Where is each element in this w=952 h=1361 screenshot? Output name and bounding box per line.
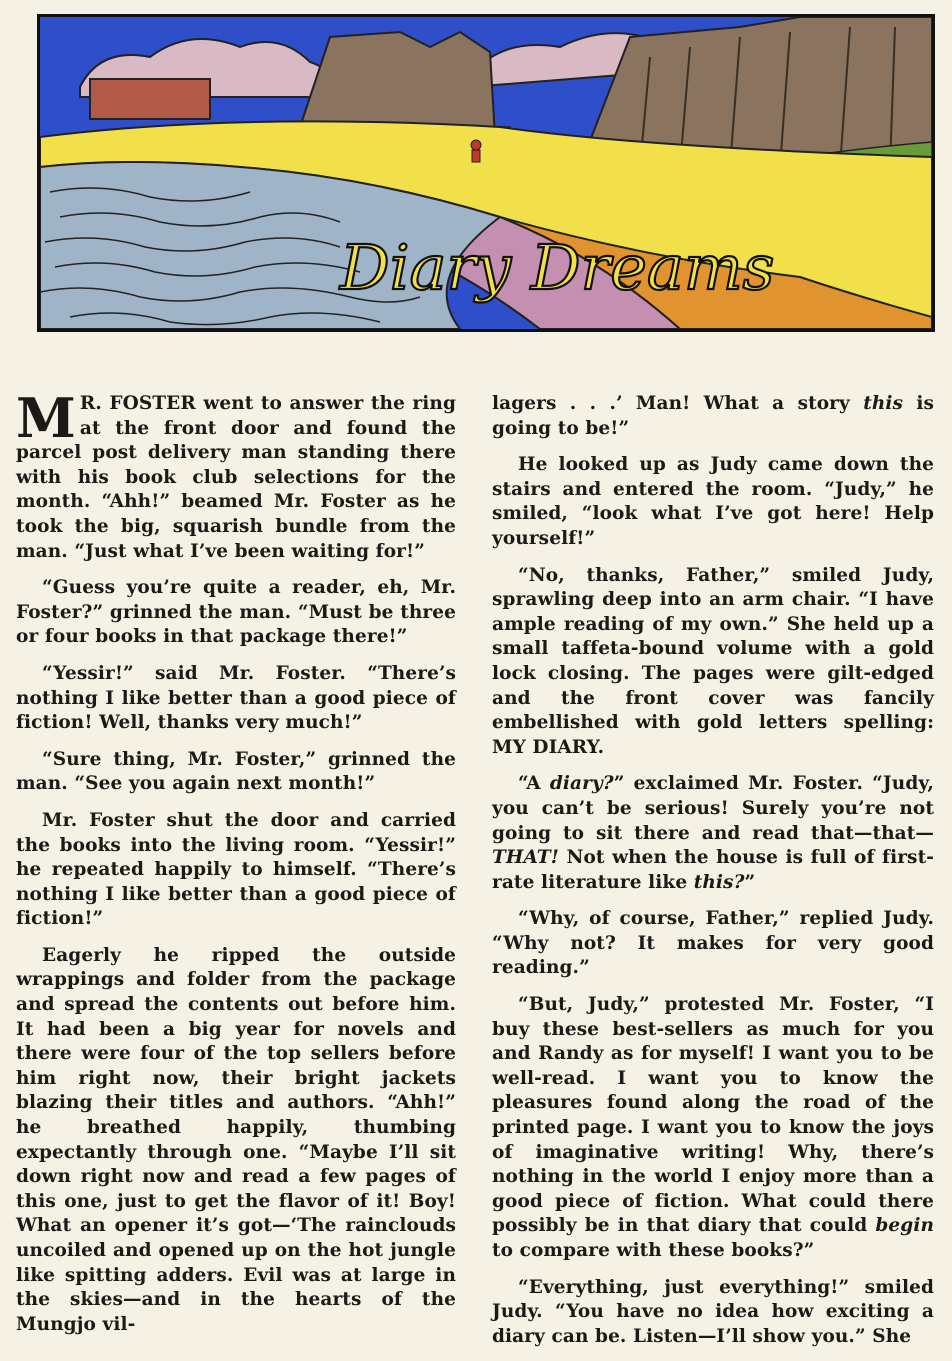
paragraph: “No, thanks, Father,” smiled Judy, sprawling deep into an arm chair. “I have ample reading of my own.” She held up a small taffeta-bound volume with a gold lock closing. The pages were gilt-edged and the front cover was fancily embellished with gold letters spelling: MY DIARY. xyxy=(492,564,934,758)
title-illustration-panel xyxy=(37,14,935,332)
paragraph: “Sure thing, Mr. Foster,” grinned the man. “See you again next month!” xyxy=(16,748,456,795)
paragraph: “Yessir!” said Mr. Foster. “There’s nothing I like better than a good piece of fiction! Well, thanks very much!” xyxy=(16,662,456,734)
paragraph: “Guess you’re quite a reader, eh, Mr. Foster?” grinned the man. “Must be three or four books in that package there!” xyxy=(16,577,456,648)
paragraph: “Why, of course, Father,” replied Judy. “Why not? It makes for very good reading.” xyxy=(492,908,934,979)
distant-hotel xyxy=(90,79,210,119)
right-text-column xyxy=(492,392,934,1361)
figure-icon xyxy=(471,140,481,150)
drop-cap: M xyxy=(16,386,76,450)
paragraph: “Everything, just everything!” smiled Judy. “You have no idea how exciting a diary can be. Listen—I’ll show you.” She xyxy=(492,1276,934,1347)
beach-illustration xyxy=(40,17,932,329)
paragraph: “But, Judy,” protested Mr. Foster, “I buy these best-sellers as much for you and Randy as for myself! I want you to be well-read. I want you to know the pleasures found along the road of the printed page. I want you to know the joys of imaginative writing! Why, there’s nothing in the world I enjoy more than a good piece of fiction. What could there possibly be in that diary that could begin to compare with these books?” xyxy=(492,994,934,1261)
left-text-column xyxy=(16,386,456,1349)
paragraph: Eagerly he ripped the outside wrappings and folder from the package and spread the contents out before him. It had been a big year for novels and there were four of the top sellers before him right now, their bright jackets blazing their titles and authors. “Ahh!” he breathed happily, thumbing expectantly through one. “Maybe I’ll sit down right now and read a few pages of this one, just to get the flavor of it! Boy! What an opener it’s got—‘The rainclouds uncoiled and opened up on the hot jungle like spitting adders. Evil was at large in the skies—and in the hearts of the Mungjo vil- xyxy=(16,944,456,1335)
paragraph: Mr. Foster shut the door and carried the books into the living room. “Yessir!” he repeated happily to himself. “There’s nothing I like better than a good piece of fiction!” xyxy=(16,809,456,930)
story-title: Diary Dreams xyxy=(340,231,775,304)
paragraph: M R. FOSTER went to answer the ring at the front door and found the parcel post delivery man standing there with his book club selections for the month. “Ahh!” beamed Mr. Foster as he took the big, squarish bundle from the man. “Just what I’ve been waiting for!” xyxy=(16,386,456,562)
paragraph: He looked up as Judy came down the stairs and entered the room. “Judy,” he smiled, “look what I’ve got here! Help yourself!” xyxy=(492,454,934,549)
paragraph: lagers . . .’ Man! What a story this is going to be!” xyxy=(492,393,934,439)
paragraph: “A diary?” exclaimed Mr. Foster. “Judy, you can’t be serious! Surely you’re not going to sit there and read that—that—THAT! Not when the house is full of first-rate literature like this?” xyxy=(492,773,934,893)
